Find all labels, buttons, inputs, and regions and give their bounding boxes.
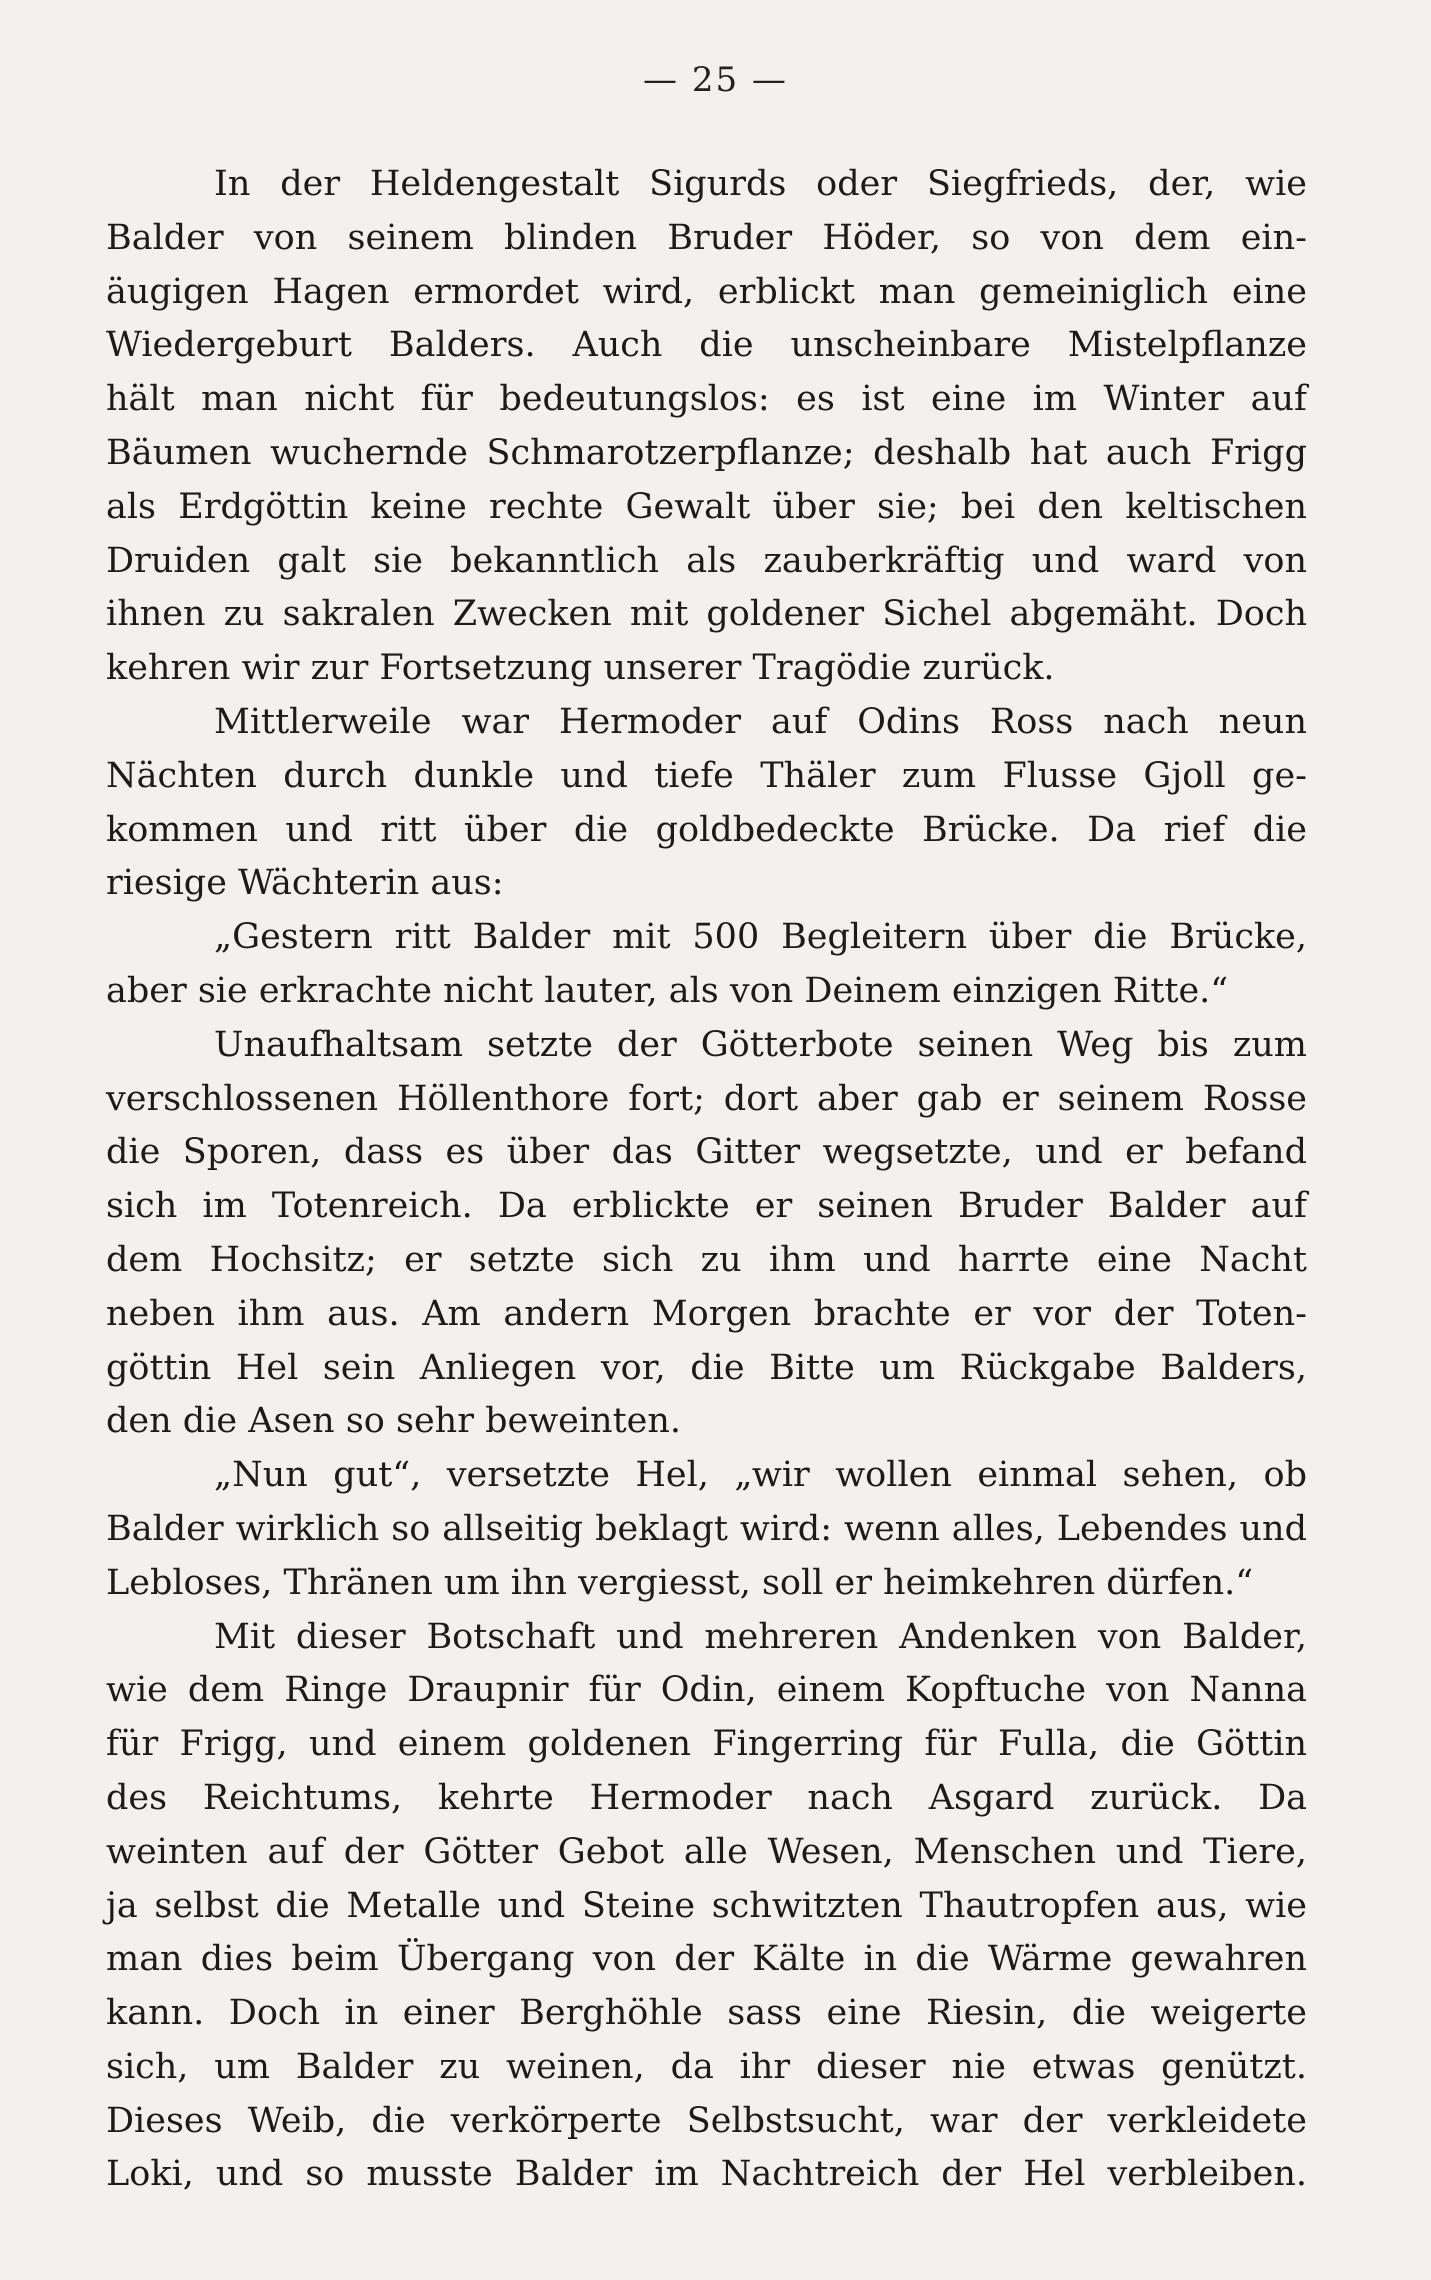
text-line: riesige Wächterin aus:	[106, 863, 504, 904]
text-line: Mit dieser Botschaft und mehreren Andenken von Balder,	[214, 1616, 1307, 1657]
text-line: wie dem Ringe Draupnir für Odin, einem Kopftuche von Nanna	[106, 1670, 1307, 1711]
text-line: „Gestern ritt Balder mit 500 Begleitern über die Brücke,	[214, 917, 1307, 958]
text-line: Wiedergeburt Balders. Auch die unscheinbare Mistelpflanze	[106, 325, 1307, 366]
text-line: kann. Doch in einer Berghöhle sass eine Riesin, die weigerte	[106, 1993, 1307, 2034]
text-line: „Nun gut“, versetzte Hel, „wir wollen einmal sehen, ob	[214, 1455, 1307, 1496]
text-line: man dies beim Übergang von der Kälte in die Wärme gewahren	[106, 1939, 1307, 1980]
text-line: sich im Totenreich. Da erblickte er seinen Bruder Balder auf	[106, 1186, 1307, 1227]
text-line: Lebloses, Thränen um ihn vergiesst, soll er heimkehren dürfen.“	[106, 1562, 1254, 1603]
text-line: ja selbst die Metalle und Steine schwitzten Thautropfen aus, wie	[106, 1885, 1307, 1926]
text-line: neben ihm aus. Am andern Morgen brachte er vor der Toten-	[106, 1293, 1307, 1334]
body-text	[106, 158, 1307, 2202]
text-line: kehren wir zur Fortsetzung unserer Tragödie zurück.	[106, 648, 1055, 689]
text-line: hält man nicht für bedeutungslos: es ist eine im Winter auf	[106, 379, 1307, 420]
text-line: aber sie erkrachte nicht lauter, als von Deinem einzigen Ritte.“	[106, 970, 1229, 1011]
text-line: Bäumen wuchernde Schmarotzerpflanze; deshalb hat auch Frigg	[106, 432, 1307, 473]
text-line: Loki, und so musste Balder im Nachtreich der Hel verbleiben.	[106, 2154, 1307, 2195]
text-line: sich, um Balder zu weinen, da ihr dieser nie etwas genützt.	[106, 2046, 1307, 2087]
text-line: Druiden galt sie bekanntlich als zauberkräftig und ward von	[106, 540, 1307, 581]
text-line: für Frigg, und einem goldenen Fingerring für Fulla, die Göttin	[106, 1724, 1307, 1765]
text-line: In der Heldengestalt Sigurds oder Siegfrieds, der, wie	[214, 164, 1307, 204]
text-line: äugigen Hagen ermordet wird, erblickt man gemeiniglich eine	[106, 271, 1307, 312]
text-line: Balder wirklich so allseitig beklagt wird: wenn alles, Lebendes und	[106, 1508, 1307, 1549]
text-line: die Sporen, dass es über das Gitter wegsetzte, und er befand	[106, 1132, 1307, 1173]
text-line: des Reichtums, kehrte Hermoder nach Asgard zurück. Da	[106, 1777, 1307, 1818]
text-line: Nächten durch dunkle und tiefe Thäler zum Flusse Gjoll ge-	[106, 755, 1307, 796]
text-line: göttin Hel sein Anliegen vor, die Bitte um Rückgabe Balders,	[106, 1347, 1307, 1388]
text-line: verschlossenen Höllenthore fort; dort aber gab er seinem Rosse	[106, 1078, 1307, 1119]
text-line: ihnen zu sakralen Zwecken mit goldener Sichel abgemäht. Doch	[106, 594, 1307, 635]
text-line: weinten auf der Götter Gebot alle Wesen, Menschen und Tiere,	[106, 1831, 1307, 1872]
text-line: als Erdgöttin keine rechte Gewalt über sie; bei den keltischen	[106, 486, 1307, 527]
text-line: Unaufhaltsam setzte der Götterbote seinen Weg bis zum	[214, 1024, 1307, 1065]
text-line: den die Asen so sehr beweinten.	[106, 1401, 682, 1442]
text-line: Dieses Weib, die verkörperte Selbstsucht, war der verkleidete	[106, 2100, 1307, 2141]
text-line: dem Hochsitz; er setzte sich zu ihm und harrte eine Nacht	[106, 1239, 1307, 1280]
text-line: kommen und ritt über die goldbedeckte Brücke. Da rief die	[106, 809, 1307, 850]
page-number: — 25 —	[643, 60, 788, 100]
text-line: Balder von seinem blinden Bruder Höder, so von dem ein-	[106, 217, 1307, 258]
text-line: Mittlerweile war Hermoder auf Odins Ross nach neun	[214, 701, 1307, 742]
